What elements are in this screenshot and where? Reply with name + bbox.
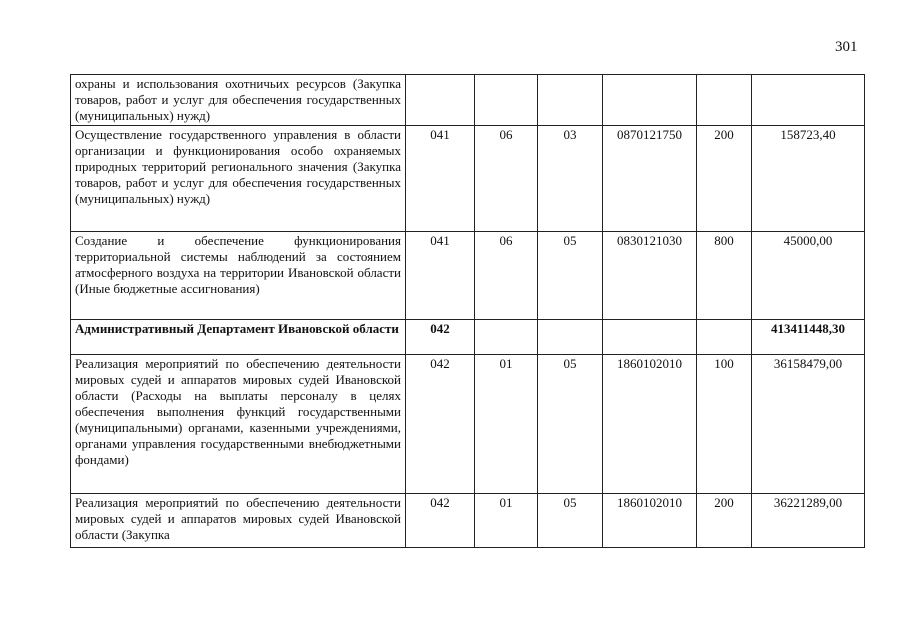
budget-table	[70, 74, 865, 548]
table-row	[71, 355, 865, 494]
amount: 413411448,30	[752, 320, 865, 355]
ministry-code	[406, 75, 475, 126]
row-description: Создание и обеспечение функционирования территориальной системы наблюдений за состоянием атмосферного воздуха на территории Ивановской области (Иные бюджетные ассигнования)	[71, 232, 406, 320]
row-description: Административный Департамент Ивановской области	[71, 320, 406, 355]
expense-type-code	[697, 75, 752, 126]
page-number: 301	[835, 39, 858, 55]
target-article-code: 0830121030	[603, 232, 697, 320]
target-article-code: 0870121750	[603, 126, 697, 232]
table-row	[71, 320, 865, 355]
subsection-code: 05	[538, 494, 603, 548]
ministry-code: 042	[406, 494, 475, 548]
expense-type-code: 800	[697, 232, 752, 320]
target-article-code	[603, 320, 697, 355]
expense-type-code: 200	[697, 126, 752, 232]
amount: 45000,00	[752, 232, 865, 320]
ministry-code: 042	[406, 320, 475, 355]
table-row	[71, 75, 865, 126]
row-description: Реализация мероприятий по обеспечению деятельности мировых судей и аппаратов мировых судей Ивановской области (Расходы на выплаты персоналу в целях обеспечения выполнения функций государственными (муниципальными) органами, казенными учреждениями, органами управления государственными внебюджетными фондами)	[71, 355, 406, 494]
row-description: Реализация мероприятий по обеспечению деятельности мировых судей и аппаратов мировых судей Ивановской области (Закупка	[71, 494, 406, 548]
section-code	[475, 75, 538, 126]
subsection-code	[538, 320, 603, 355]
row-description: Осуществление государственного управления в области организации и функционирования особо охраняемых природных территорий регионального значения (Закупка товаров, работ и услуг для обеспечения государственных (муниципальных) нужд)	[71, 126, 406, 232]
amount: 36221289,00	[752, 494, 865, 548]
expense-type-code: 100	[697, 355, 752, 494]
ministry-code: 042	[406, 355, 475, 494]
amount: 158723,40	[752, 126, 865, 232]
target-article-code: 1860102010	[603, 355, 697, 494]
row-description: охраны и использования охотничьих ресурсов (Закупка товаров, работ и услуг для обеспечения государственных (муниципальных) нужд)	[71, 75, 406, 126]
subsection-code	[538, 75, 603, 126]
subsection-code: 05	[538, 232, 603, 320]
target-article-code: 1860102010	[603, 494, 697, 548]
amount: 36158479,00	[752, 355, 865, 494]
section-code: 06	[475, 126, 538, 232]
target-article-code	[603, 75, 697, 126]
section-code	[475, 320, 538, 355]
table-row	[71, 232, 865, 320]
table-row	[71, 494, 865, 548]
subsection-code: 03	[538, 126, 603, 232]
amount	[752, 75, 865, 126]
subsection-code: 05	[538, 355, 603, 494]
section-code: 01	[475, 494, 538, 548]
expense-type-code	[697, 320, 752, 355]
table-row	[71, 126, 865, 232]
expense-type-code: 200	[697, 494, 752, 548]
ministry-code: 041	[406, 126, 475, 232]
section-code: 06	[475, 232, 538, 320]
section-code: 01	[475, 355, 538, 494]
ministry-code: 041	[406, 232, 475, 320]
